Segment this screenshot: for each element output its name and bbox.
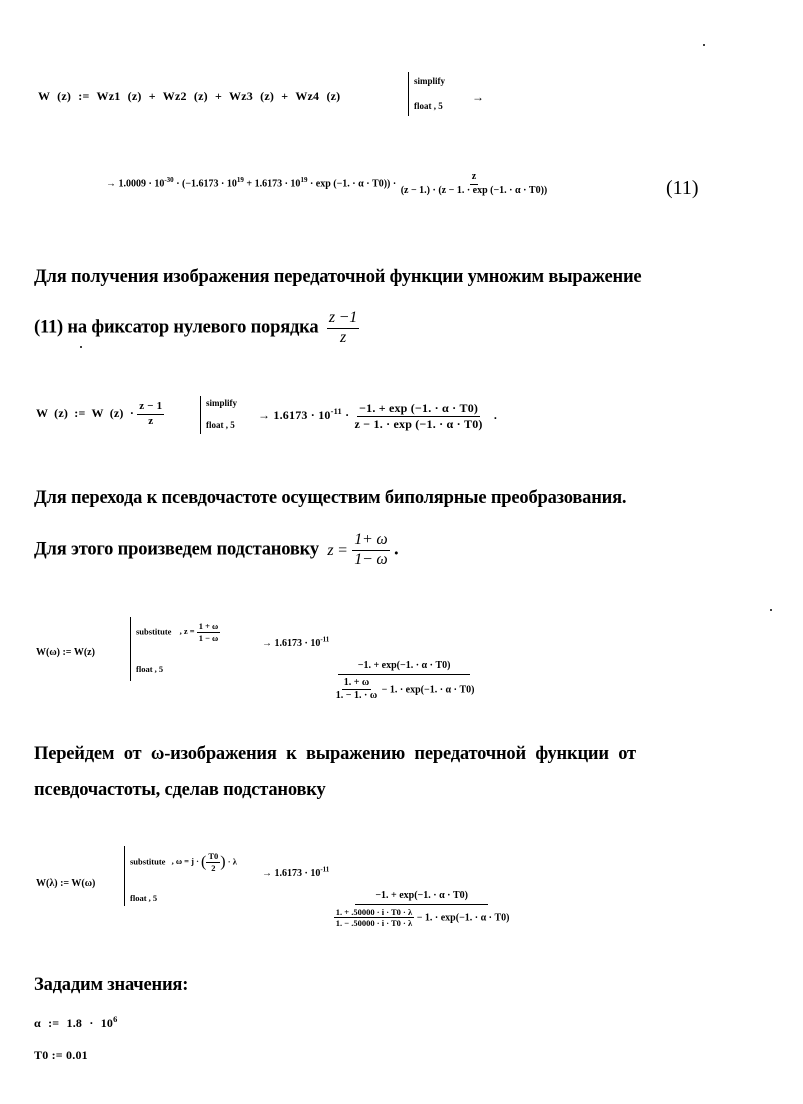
eq2-keyword-float: float , 5 xyxy=(206,420,235,430)
eq4-res-prefix: → 1.6173 · 10 xyxy=(262,868,321,879)
eq1-res-exp2: 19 xyxy=(236,175,244,184)
eq3-res-den-fraction xyxy=(334,678,379,702)
eq2-keyword-simplify: simplify xyxy=(206,398,238,408)
eq1-res-exp-tail: · exp (−1. · α · T0)) · xyxy=(309,178,397,190)
eq2-lhs: W (z) := W (z) · xyxy=(36,405,135,420)
eq1-lhs: W (z) := Wz1 (z) + Wz2 (z) + Wz3 (z) + Wz4 (z) xyxy=(38,89,341,103)
eq2-result-fraction xyxy=(353,402,485,430)
def-alpha xyxy=(34,1016,118,1031)
eq1-number: (11) xyxy=(666,177,699,199)
para2-subst-lhs: z = xyxy=(327,541,348,559)
eq3-res-den-frac-num: 1. + ω xyxy=(342,678,372,691)
eq2-res-num: −1. + exp (−1. · α · T0) xyxy=(359,401,479,415)
para4-heading: Зададим значения: xyxy=(34,975,189,995)
para1-hold-fraction xyxy=(327,310,359,347)
eq3-res-exp: -11 xyxy=(320,635,330,644)
eq3-res-den-tail: − 1. · exp(−1. · α · T0) xyxy=(381,683,475,695)
eq4-result-fraction xyxy=(332,891,512,928)
para2-line2 xyxy=(34,532,398,569)
para2-line1: Для перехода к псевдочастоте осуществим биполярные преобразования. xyxy=(34,488,627,508)
eq2-hold-fraction xyxy=(137,401,164,427)
eq2-symbolic-bar xyxy=(200,396,201,434)
eq1-res-mid: · (−1.6173 · 10 xyxy=(176,178,237,190)
eq3-res-num: −1. + exp(−1. · α · T0) xyxy=(338,661,471,675)
eq2-result xyxy=(258,402,497,430)
eq3-keyword-float: float , 5 xyxy=(136,664,164,674)
eq3-substitute-line xyxy=(136,622,220,643)
eq4-kw1-paren-num: T0 xyxy=(208,851,219,861)
eq3-result xyxy=(262,635,476,702)
eq2-res-prefix: → 1.6173 · 10 xyxy=(258,407,331,422)
eq4-left-paren: ( xyxy=(201,853,207,871)
eq1-frac-den: (z − 1.) · (z − 1. · exp (−1. · α · T0)) xyxy=(400,184,548,196)
eq4-lhs: W(λ) := W(ω) xyxy=(36,878,96,889)
eq4-res-den-fraction xyxy=(334,908,414,929)
eq1-result xyxy=(106,172,549,196)
eq1-res-exp1: -30 xyxy=(164,175,174,184)
para1-line2-text: (11) на фиксатор нулевого порядка xyxy=(34,317,319,338)
eq4-keyword-float: float , 5 xyxy=(130,893,158,903)
eq1-keyword-float: float , 5 xyxy=(414,101,443,111)
para2-line2-text: Для этого произведем подстановку xyxy=(34,539,319,560)
para2-trail: . xyxy=(393,539,399,560)
eq2-res-den: z − 1. · exp (−1. · α · T0) xyxy=(354,416,483,431)
eq4-kw1-tail: · λ xyxy=(227,856,237,867)
eq3-symbolic-bar xyxy=(130,617,131,681)
eq1-res-exp3: 19 xyxy=(300,175,308,184)
eq3-res-den xyxy=(332,675,477,702)
eq1-res-plus: + 1.6173 · 10 xyxy=(246,178,301,190)
eq2-trail: . xyxy=(493,407,498,422)
para1-frac-num: z −1 xyxy=(327,310,359,329)
eq2-lhs-block xyxy=(36,401,164,427)
eq3-kw1-rhs: , z = xyxy=(179,626,195,637)
para2-frac-num: 1+ ω xyxy=(352,532,389,551)
eq4-res-num: −1. + exp(−1. · α · T0) xyxy=(355,891,488,905)
eq1-keyword-simplify: simplify xyxy=(414,76,446,86)
def-alpha-lhs: α := 1.8 · 10 xyxy=(34,1016,114,1030)
def-alpha-exp: 6 xyxy=(113,1015,118,1024)
eq3-res-prefix: → 1.6173 · 10 xyxy=(262,638,321,649)
eq4-substitute-line xyxy=(130,852,237,873)
eq3-kw1-frac-num: 1 + ω xyxy=(198,621,219,631)
eq1-frac-num: z xyxy=(470,172,478,185)
eq4-res-den-tail: − 1. · exp(−1. · α · T0) xyxy=(416,912,510,924)
eq1-symbolic-bar xyxy=(408,72,409,116)
eq4-symbolic-bar xyxy=(124,846,125,906)
eq4-res-exp: -11 xyxy=(320,865,330,874)
speck xyxy=(80,346,82,348)
eq1-arrow: → xyxy=(472,90,485,104)
eq3-res-den-frac-den: 1. − 1. · ω xyxy=(335,690,378,701)
eq1-result-fraction xyxy=(399,172,550,196)
eq4-res-den-frac-num: 1. + .50000 · i · T0 · λ xyxy=(335,906,413,917)
eq3-kw1-frac-den: 1 − ω xyxy=(198,632,219,643)
para3-line1: Перейдем от ω-изображения к выражению передаточной функции от xyxy=(34,744,636,764)
eq4-keyword-substitute: substitute xyxy=(130,856,166,867)
eq4-kw1-paren-den: 2 xyxy=(211,862,216,873)
eq3-substitute-fraction xyxy=(197,622,221,643)
para2-frac-den: 1− ω xyxy=(354,550,388,568)
para1-line1: Для получения изображения передаточной функции умножим выражение xyxy=(34,267,642,287)
eq4-res-den xyxy=(332,905,512,929)
eq2-res-dot: · xyxy=(345,407,350,422)
para1-frac-den: z xyxy=(339,328,346,346)
eq2-res-exp: -11 xyxy=(330,406,342,416)
eq2-frac-den: z xyxy=(148,414,154,427)
speck xyxy=(770,609,772,611)
para1-line2 xyxy=(34,310,359,347)
speck xyxy=(703,44,705,46)
para3-line2: псевдочастоты, сделав подстановку xyxy=(34,780,326,800)
eq4-right-paren: ) xyxy=(220,853,226,871)
eq3-lhs: W(ω) := W(z) xyxy=(36,647,95,658)
def-t0: T0 := 0.01 xyxy=(34,1048,88,1062)
eq2-frac-num: z − 1 xyxy=(137,401,164,415)
eq3-result-fraction xyxy=(332,661,477,702)
eq4-res-den-frac-den: 1. − .50000 · i · T0 · λ xyxy=(335,918,413,929)
eq4-result xyxy=(262,865,512,929)
eq4-kw1-rhs: , ω = j · xyxy=(171,856,199,867)
eq1-res-prefix: → 1.0009 · 10 xyxy=(106,178,165,190)
eq3-keyword-substitute: substitute xyxy=(136,626,172,637)
para2-bilinear-fraction xyxy=(352,532,389,569)
eq4-substitute-fraction xyxy=(206,852,220,873)
